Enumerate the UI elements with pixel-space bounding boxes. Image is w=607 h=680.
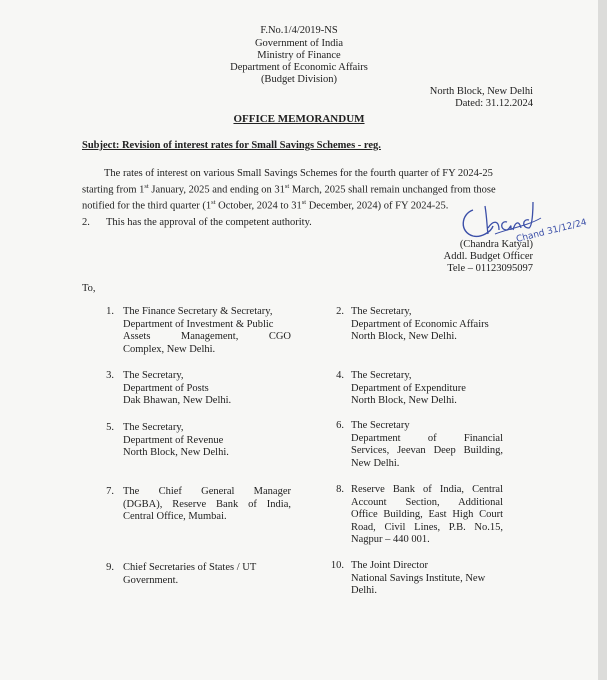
- recipient-1: The Finance Secretary & Secretary, Department of Investment & Public Assets Management, CGO Complex, New Delhi.: [123, 306, 291, 355]
- signature-date-text: Chand 31/12/24: [515, 217, 588, 245]
- recipient-5: The Secretary, Department of Revenue North Block, New Delhi.: [123, 422, 229, 458]
- recipient-4-number: 4.: [336, 370, 344, 381]
- header-line-department: Department of Economic Affairs: [230, 62, 368, 73]
- recipient-3-number: 3.: [106, 370, 114, 381]
- recipient-7: The Chief General Manager (DGBA), Reserve Bank of India, Central Office, Mumbai.: [123, 486, 291, 522]
- page-edge: [598, 0, 607, 680]
- file-number: F.No.1/4/2019-NS: [260, 25, 338, 36]
- recipient-10: The Joint Director National Savings Institute, New Delhi.: [351, 560, 486, 596]
- recipient-6-number: 6.: [336, 420, 344, 431]
- recipient-9-number: 9.: [106, 562, 114, 573]
- recipient-7-number: 7.: [106, 486, 114, 497]
- document-date: Dated: 31.12.2024: [455, 98, 533, 109]
- paragraph-1: [82, 168, 514, 213]
- paragraph-2-number: 2.: [82, 217, 90, 228]
- recipient-8-number: 8.: [336, 484, 344, 495]
- memo-title: OFFICE MEMORANDUM: [233, 113, 365, 125]
- header-line-division: (Budget Division): [260, 74, 338, 85]
- paragraph-1-line-2: starting from 1st January, 2025 and ending on 31st March, 2025 shall remain unchanged from those: [82, 182, 496, 195]
- signatory-designation: Addl. Budget Officer: [443, 251, 533, 262]
- recipient-2-number: 2.: [336, 306, 344, 317]
- recipient-6: The Secretary Department of Financial Services, Jeevan Deep Building, New Delhi.: [351, 420, 503, 469]
- recipient-3: The Secretary, Department of Posts Dak Bhawan, New Delhi.: [123, 370, 232, 406]
- recipient-10-number: 10.: [330, 560, 344, 571]
- signatory-name: (Chandra Katyal): [459, 239, 533, 250]
- office-location: North Block, New Delhi: [429, 86, 533, 97]
- recipient-8: Reserve Bank of India, Central Account Section, Additional Office Building, East High Court Road, Civil Lines, P.B. No.15, Nagpur – 440 001.: [351, 484, 503, 545]
- header-line-ministry: Ministry of Finance: [257, 50, 341, 61]
- paragraph-1-line-1: The rates of interest on various Small Savings Schemes for the fourth quarter of FY 2024-25: [104, 168, 493, 179]
- paragraph-1-line-3: notified for the third quarter (1st October, 2024 to 31st December, 2024) of FY 2024-25.: [82, 198, 449, 211]
- recipient-1-number: 1.: [106, 306, 114, 317]
- signatory-telephone: Tele – 01123095097: [447, 263, 533, 274]
- paragraph-2-text: This has the approval of the competent authority.: [106, 217, 312, 228]
- recipient-2: The Secretary, Department of Economic Affairs North Block, New Delhi.: [351, 306, 489, 342]
- subject-line: Subject: Revision of interest rates for Small Savings Schemes - reg.: [82, 140, 381, 151]
- to-label: To,: [82, 283, 96, 294]
- recipient-5-number: 5.: [106, 422, 114, 433]
- header-line-government: Government of India: [254, 38, 344, 49]
- recipient-9: Chief Secretaries of States / UT Government.: [123, 562, 257, 586]
- recipient-4: The Secretary, Department of Expenditure North Block, New Delhi.: [351, 370, 466, 406]
